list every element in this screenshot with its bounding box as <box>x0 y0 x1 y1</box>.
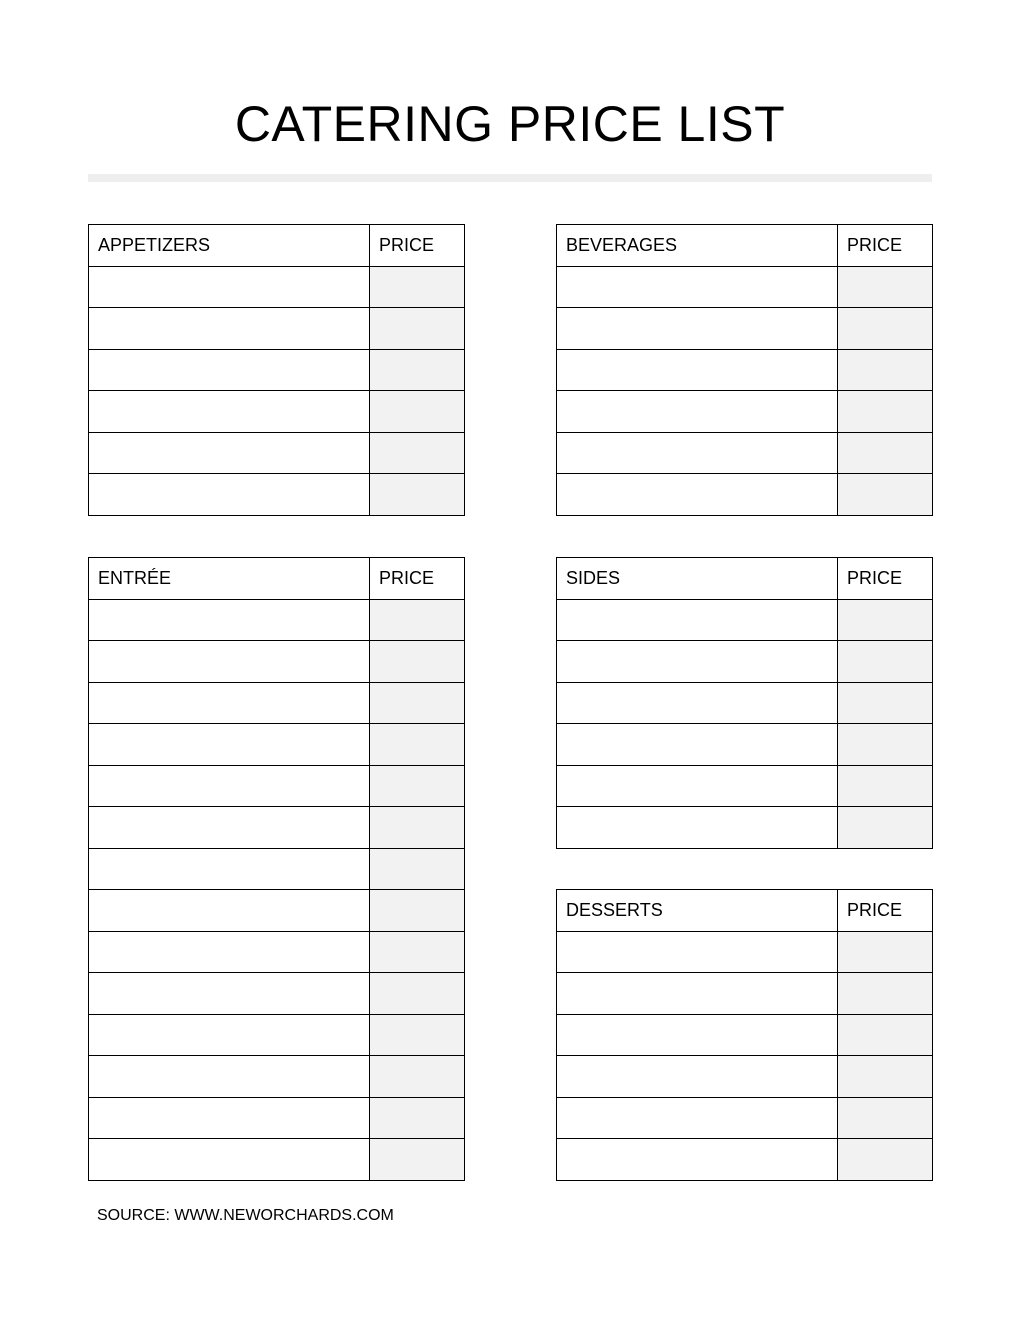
price-heading: PRICE <box>838 890 933 932</box>
price-cell[interactable] <box>370 641 465 683</box>
item-cell[interactable] <box>89 890 370 932</box>
item-cell[interactable] <box>89 682 370 724</box>
table-row <box>89 349 465 391</box>
price-cell[interactable] <box>838 391 933 433</box>
price-cell[interactable] <box>370 1056 465 1098</box>
section-heading-entree: ENTRÉE <box>89 558 370 600</box>
price-cell[interactable] <box>370 890 465 932</box>
table-header-row <box>89 225 465 267</box>
price-cell[interactable] <box>370 848 465 890</box>
item-cell[interactable] <box>557 931 838 973</box>
item-cell[interactable] <box>89 931 370 973</box>
table-row <box>557 599 933 641</box>
price-heading: PRICE <box>838 225 933 267</box>
item-cell[interactable] <box>89 432 370 474</box>
item-cell[interactable] <box>89 848 370 890</box>
item-cell[interactable] <box>89 973 370 1015</box>
item-cell[interactable] <box>557 391 838 433</box>
item-cell[interactable] <box>557 474 838 516</box>
table-row <box>557 266 933 308</box>
section-heading-sides: SIDES <box>557 558 838 600</box>
price-cell[interactable] <box>838 599 933 641</box>
table-row <box>89 890 465 932</box>
table-row <box>89 474 465 516</box>
item-cell[interactable] <box>557 765 838 807</box>
price-cell[interactable] <box>838 931 933 973</box>
title-divider <box>88 174 932 182</box>
price-cell[interactable] <box>838 1097 933 1139</box>
price-cell[interactable] <box>838 765 933 807</box>
price-cell[interactable] <box>370 432 465 474</box>
item-cell[interactable] <box>557 599 838 641</box>
price-heading: PRICE <box>370 558 465 600</box>
item-cell[interactable] <box>557 1056 838 1098</box>
page-title: CATERING PRICE LIST <box>234 96 786 152</box>
price-cell[interactable] <box>370 308 465 350</box>
item-cell[interactable] <box>89 807 370 849</box>
table-row <box>557 1056 933 1098</box>
table-row <box>557 973 933 1015</box>
price-cell[interactable] <box>370 1139 465 1181</box>
price-cell[interactable] <box>838 266 933 308</box>
item-cell[interactable] <box>89 1014 370 1056</box>
item-cell[interactable] <box>557 682 838 724</box>
item-cell[interactable] <box>89 474 370 516</box>
price-cell[interactable] <box>838 807 933 849</box>
section-heading-desserts: DESSERTS <box>557 890 838 932</box>
price-cell[interactable] <box>370 724 465 766</box>
price-cell[interactable] <box>838 1014 933 1056</box>
item-cell[interactable] <box>89 391 370 433</box>
item-cell[interactable] <box>89 349 370 391</box>
price-cell[interactable] <box>838 1139 933 1181</box>
table-row <box>557 474 933 516</box>
item-cell[interactable] <box>89 641 370 683</box>
table-row <box>557 349 933 391</box>
section-heading-beverages: BEVERAGES <box>557 225 838 267</box>
price-cell[interactable] <box>370 931 465 973</box>
table-row <box>557 931 933 973</box>
price-cell[interactable] <box>370 349 465 391</box>
price-cell[interactable] <box>838 349 933 391</box>
table-row <box>89 308 465 350</box>
price-cell[interactable] <box>838 1056 933 1098</box>
table-row <box>89 724 465 766</box>
price-cell[interactable] <box>370 1097 465 1139</box>
table-row <box>89 1139 465 1181</box>
entree-table <box>88 557 465 1181</box>
table-row <box>89 765 465 807</box>
price-cell[interactable] <box>370 391 465 433</box>
item-cell[interactable] <box>89 1139 370 1181</box>
table-row <box>89 1097 465 1139</box>
item-cell[interactable] <box>557 266 838 308</box>
item-cell[interactable] <box>89 1056 370 1098</box>
table-header-row <box>557 225 933 267</box>
price-cell[interactable] <box>838 724 933 766</box>
price-heading: PRICE <box>370 225 465 267</box>
table-row <box>89 848 465 890</box>
desserts-table <box>556 889 933 1181</box>
table-header-row <box>89 558 465 600</box>
table-row <box>557 1014 933 1056</box>
price-cell[interactable] <box>838 682 933 724</box>
item-cell[interactable] <box>557 349 838 391</box>
table-row <box>89 599 465 641</box>
table-row <box>557 682 933 724</box>
table-row <box>89 682 465 724</box>
item-cell[interactable] <box>557 973 838 1015</box>
price-cell[interactable] <box>838 641 933 683</box>
item-cell[interactable] <box>557 807 838 849</box>
item-cell[interactable] <box>89 266 370 308</box>
price-cell[interactable] <box>370 807 465 849</box>
table-header-row <box>557 558 933 600</box>
table-row <box>557 724 933 766</box>
price-cell[interactable] <box>838 474 933 516</box>
item-cell[interactable] <box>89 599 370 641</box>
item-cell[interactable] <box>557 308 838 350</box>
table-row <box>557 432 933 474</box>
table-row <box>557 308 933 350</box>
table-row <box>89 266 465 308</box>
table-row <box>89 931 465 973</box>
price-cell[interactable] <box>370 474 465 516</box>
table-row <box>557 641 933 683</box>
table-row <box>89 641 465 683</box>
table-header-row <box>557 890 933 932</box>
price-heading: PRICE <box>838 558 933 600</box>
table-row <box>557 1097 933 1139</box>
price-cell[interactable] <box>370 765 465 807</box>
table-row <box>557 391 933 433</box>
sides-table <box>556 557 933 849</box>
price-cell[interactable] <box>370 599 465 641</box>
item-cell[interactable] <box>89 765 370 807</box>
item-cell[interactable] <box>89 308 370 350</box>
item-cell[interactable] <box>557 1139 838 1181</box>
price-cell[interactable] <box>370 1014 465 1056</box>
item-cell[interactable] <box>557 1014 838 1056</box>
table-row <box>89 432 465 474</box>
appetizers-table <box>88 224 465 516</box>
item-cell[interactable] <box>89 724 370 766</box>
table-row <box>89 1056 465 1098</box>
beverages-table <box>556 224 933 516</box>
table-row <box>557 765 933 807</box>
price-cell[interactable] <box>838 308 933 350</box>
table-row <box>89 1014 465 1056</box>
source-footer: SOURCE: WWW.NEWORCHARDS.COM <box>97 1207 394 1224</box>
item-cell[interactable] <box>557 724 838 766</box>
price-cell[interactable] <box>370 266 465 308</box>
table-row <box>89 391 465 433</box>
price-cell[interactable] <box>370 973 465 1015</box>
price-cell[interactable] <box>370 682 465 724</box>
table-row <box>557 807 933 849</box>
table-row <box>557 1139 933 1181</box>
item-cell[interactable] <box>557 1097 838 1139</box>
item-cell[interactable] <box>557 432 838 474</box>
item-cell[interactable] <box>89 1097 370 1139</box>
table-row <box>89 973 465 1015</box>
table-row <box>89 807 465 849</box>
section-heading-appetizers: APPETIZERS <box>89 225 370 267</box>
price-cell[interactable] <box>838 432 933 474</box>
item-cell[interactable] <box>557 641 838 683</box>
price-cell[interactable] <box>838 973 933 1015</box>
